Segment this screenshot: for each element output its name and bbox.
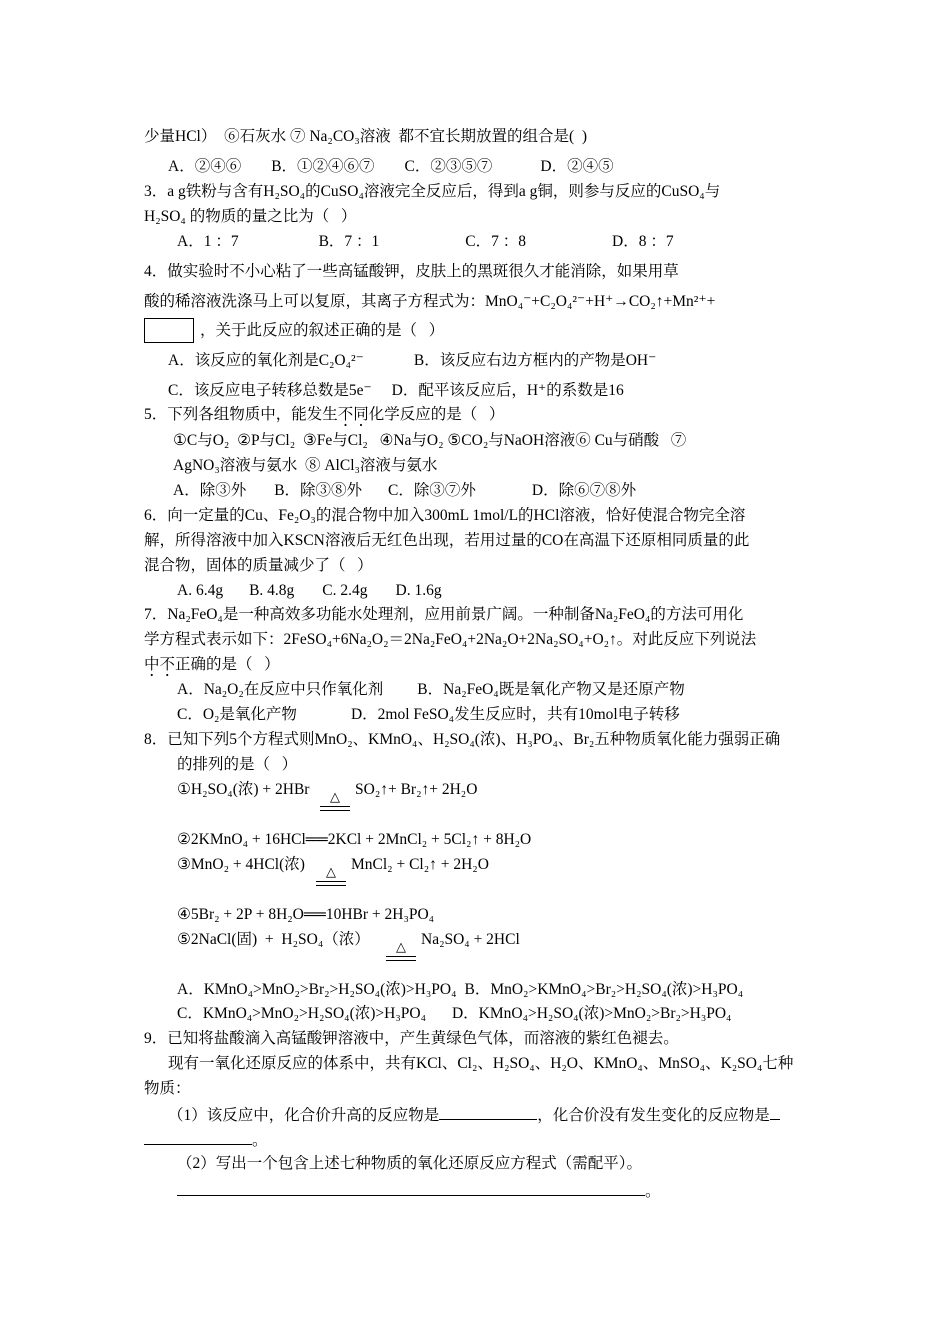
question-3-stem-line2: H₂SO₄ 的物质的量之比为（ ） — [144, 208, 357, 225]
question-9-part-2-answer: 。 — [177, 1180, 661, 1202]
option-c: C．除③⑦外 — [388, 482, 476, 499]
option-a: A. 6.4g — [177, 582, 224, 599]
question-9-part-1: （1）该反应中，化合价升高的反应物是 ，化合价没有发生变化的反应物是 — [168, 1104, 780, 1126]
option-b: B. 4.8g — [249, 582, 295, 599]
equation-5-right: Na₂SO₄ + 2HCl — [421, 931, 520, 948]
question-8-options-cd — [177, 1004, 731, 1024]
option-a: A．Na₂O₂在反应中只作氧化剂 — [177, 681, 384, 698]
option-c: C．O₂是氧化产物 — [177, 706, 297, 723]
option-d: D．8 ：7 — [612, 233, 674, 250]
option-a: A．该反应的氧化剂是C₂O₄²⁻ — [168, 352, 364, 369]
option-d: D．KMnO₄>H₂SO₄(浓)>MnO₂>Br₂>H₃PO₄ — [451, 1005, 732, 1022]
option-b: B．该反应右边方框内的产物是OH⁻ — [413, 352, 657, 369]
question-7-stem-line3: 中不正确的是（ ） — [144, 656, 280, 673]
question-3-options — [177, 232, 674, 252]
question-7-stem-line2: 学方程式表示如下：2FeSO₄+6Na₂O₂＝2Na₂FeO₄+2Na₂O+2Na₂SO₄+O₂↑。对此反应下列说法 — [144, 631, 757, 648]
option-c: C．②③⑤⑦ — [404, 158, 493, 175]
delta-icon: △ — [396, 939, 406, 954]
question-9-stem-line2: 现有一氧化还原反应的体系中，共有KCl、Cl₂、H₂SO₄、H₂O、KMnO₄、MnSO₄、K₂SO₄七种 — [168, 1055, 794, 1072]
option-a: A．KMnO₄>MnO₂>Br₂>H₂SO₄(浓)>H₃PO₄ — [177, 981, 457, 998]
equation-3-right: MnCl₂ + Cl₂↑ + 2H₂O — [351, 856, 489, 873]
question-1-tail: 少量HCl） ⑥石灰水 ⑦ Na₂CO₃溶液 都不宜长期放置的组合是( ) — [144, 128, 588, 145]
emphasis-dot-char: 中 — [144, 656, 160, 673]
question-4-options-cd — [168, 381, 624, 401]
question-7-options-ab — [177, 680, 685, 700]
equation-1-left: ①H₂SO₄(浓) + 2HBr — [177, 781, 310, 798]
question-6-stem-line1: 6．向一定量的Cu、Fe₂O₃的混合物中加入300mL 1mol/L的HCl溶液，恰好使混合物完全溶 — [144, 507, 746, 524]
equation-3-left: ③MnO₂ + 4HCl(浓) — [177, 856, 305, 873]
option-c: C．KMnO₄>MnO₂>H₂SO₄(浓)>H₃PO₄ — [177, 1005, 426, 1022]
question-6-stem-line2: 解，所得溶液中加入KSCN溶液后无红色出现，若用过量的CO在高温下还原相同质量的此 — [144, 532, 750, 549]
answer-blank[interactable] — [144, 1129, 252, 1145]
option-c: C．7 ：8 — [465, 233, 527, 250]
equation-4: ④5Br₂ + 2P + 8H₂O══10HBr + 2H₃PO₄ — [177, 906, 435, 923]
emphasis-dot-char: 同 — [353, 406, 369, 423]
question-4-stem-line1: 4．做实验时不小心粘了一些高锰酸钾，皮肤上的黑斑很久才能消除，如果用草 — [144, 263, 679, 280]
question-4-options-ab — [168, 351, 656, 371]
question-7-options-cd — [177, 705, 680, 725]
option-b: B．7 ：1 — [318, 233, 380, 250]
option-b: B．①②④⑥⑦ — [271, 158, 375, 175]
question-4-stem-line3: ，关于此反应的叙述正确的是（ ） — [200, 322, 445, 339]
answer-box — [144, 318, 194, 343]
question-7-stem-line1: 7．Na₂FeO₄是一种高效多功能水处理剂，应用前景广阔。一种制备Na₂FeO₄的方法可用化 — [144, 606, 744, 623]
equation-5-left: ⑤2NaCl(固) + H₂SO₄（浓） — [177, 931, 370, 948]
heating-condition — [386, 940, 416, 961]
equation-2: ②2KMnO₄ + 16HCl══2KCl + 2MnCl₂ + 5Cl₂↑ + 8H₂O — [177, 831, 532, 848]
option-d: D．除⑥⑦⑧外 — [531, 482, 637, 499]
option-c: C. 2.4g — [322, 582, 368, 599]
option-c: C．该反应电子转移总数是5e⁻ — [168, 382, 372, 399]
emphasis-dot-char: 不 — [159, 656, 176, 673]
question-8-options-ab — [177, 980, 743, 1000]
question-5-options — [173, 481, 636, 501]
question-3-stem-line1: 3．a g铁粉与含有H₂SO₄的CuSO₄溶液完全反应后，得到a g铜，则参与反应的CuSO₄与 — [144, 183, 721, 200]
option-a: A．1 ：7 — [177, 233, 239, 250]
question-2-options — [168, 157, 614, 177]
option-d: D．②④⑤ — [540, 158, 614, 175]
question-4-stem-line2: 酸的稀溶液洗涤马上可以复原，其离子方程式为：MnO₄⁻+C₂O₄²⁻+H⁺→CO₂↑+Mn²⁺+ — [144, 293, 716, 310]
question-8-stem-line2: 的排列的是（ ） — [177, 756, 298, 773]
question-9-stem-line3: 物质： — [144, 1080, 191, 1097]
question-5-line2: AgNO₃溶液与氨水 ⑧ AlCl₃溶液与氨水 — [173, 457, 438, 474]
question-5-stem: 5．下列各组物质中，能发生不同化学反应的是（ ） — [144, 406, 505, 423]
question-9-part-2: （2）写出一个包含上述七种物质的氧化还原反应方程式（需配平）。 — [177, 1155, 643, 1172]
equation-1-right: SO₂↑+ Br₂↑+ 2H₂O — [355, 781, 478, 798]
answer-blank[interactable] — [770, 1104, 780, 1120]
answer-blank[interactable] — [439, 1104, 537, 1120]
option-b: B．Na₂FeO₄既是氧化产物又是还原产物 — [417, 681, 685, 698]
emphasis-dot-char: 不 — [337, 406, 354, 423]
option-a: A．除③外 — [173, 482, 247, 499]
delta-icon: △ — [330, 789, 340, 804]
question-8-stem-line1: 8．已知下列5个方程式则MnO₂、KMnO₄、H₂SO₄(浓)、H₃PO₄、Br₂五种物质氧化能力强弱正确 — [144, 731, 781, 748]
question-9-part-1-continued: 。 — [144, 1129, 268, 1151]
question-5-line1: ①C与O₂ ②P与Cl₂ ③Fe与Cl₂ ④Na与O₂ ⑤CO₂与NaOH溶液⑥ Cu与硝酸 ⑦ — [173, 432, 687, 449]
question-9-stem-line1: 9．已知将盐酸滴入高锰酸钾溶液中，产生黄绿色气体，而溶液的紫红色褪去。 — [144, 1030, 679, 1047]
option-d: D．2mol FeSO₄发生反应时，共有10mol电子转移 — [350, 706, 680, 723]
answer-blank[interactable] — [177, 1180, 645, 1196]
heating-condition — [316, 865, 346, 886]
delta-icon: △ — [326, 864, 336, 879]
option-d: D．配平该反应后，H⁺的系数是16 — [391, 382, 624, 399]
heating-condition — [320, 790, 350, 811]
option-d: D. 1.6g — [395, 582, 442, 599]
question-6-options — [177, 581, 442, 601]
option-b: B．MnO₂>KMnO₄>Br₂>H₂SO₄(浓)>H₃PO₄ — [464, 981, 744, 998]
option-b: B．除③⑧外 — [274, 482, 363, 499]
question-6-stem-line3: 混合物，固体的质量减少了（ ） — [144, 557, 373, 574]
option-a: A．②④⑥ — [168, 158, 242, 175]
